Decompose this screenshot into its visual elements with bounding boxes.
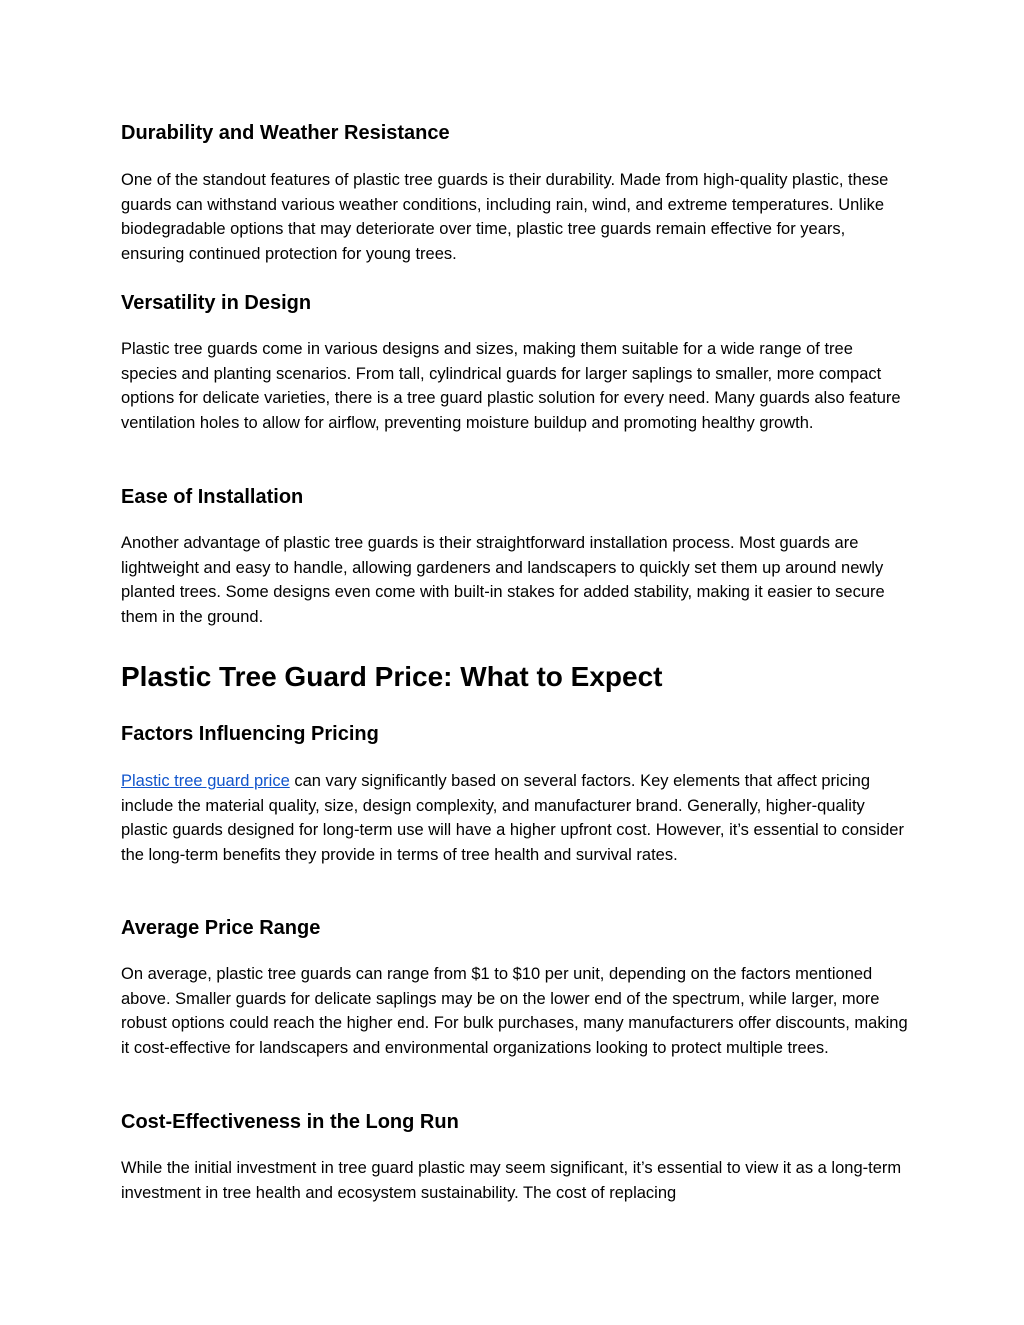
heading-average-price: Average Price Range (121, 917, 321, 939)
heading-cost-effectiveness: Cost-Effectiveness in the Long Run (121, 1111, 459, 1133)
main-heading-price: Plastic Tree Guard Price: What to Expect (121, 661, 663, 692)
paragraph-durability: One of the standout features of plastic tree guards is their durability. Made from high-quality plastic, these guards can withstand various weather conditions, including rain, wind, and extreme temperatures. Unlike biodegradable options that may deteriorate over time, plastic tree guards remain effective for years, ensuring continued protection for young trees. (121, 171, 889, 263)
paragraph-factors-text: can vary significantly based on several factors. Key elements that affect pricing include the material quality, size, design complexity, and manufacturer brand. Generally, higher-quality plastic guards designed for long-term use will have a higher upfront cost. However, it’s essential to consider the long-term benefits they provide in terms of tree health and survival rates. (121, 772, 904, 864)
heading-durability: Durability and Weather Resistance (121, 122, 450, 144)
heading-installation: Ease of Installation (121, 486, 304, 508)
paragraph-factors (121, 769, 911, 867)
price-link[interactable]: Plastic tree guard price (121, 772, 290, 790)
heading-versatility: Versatility in Design (121, 292, 312, 314)
paragraph-installation: Another advantage of plastic tree guards is their straightforward installation process. Most guards are lightweight and easy to handle, allowing gardeners and landscapers to quickly set them up around newly planted trees. Some designs even come with built-in stakes for added stability, making it easier to secure them in the ground. (121, 534, 885, 626)
heading-factors: Factors Influencing Pricing (121, 723, 379, 745)
paragraph-cost-effectiveness: While the initial investment in tree guard plastic may seem significant, it’s essential to view it as a long-term investment in tree health and ecosystem sustainability. The cost of replacing (121, 1159, 902, 1202)
paragraph-average-price: On average, plastic tree guards can range from $1 to $10 per unit, depending on the factors mentioned above. Smaller guards for delicate saplings may be on the lower end of the spectrum, while larger, more robust options could reach the higher end. For bulk purchases, many manufacturers offer discounts, making it cost-effective for landscapers and environmental organizations looking to protect multiple trees. (121, 965, 908, 1057)
paragraph-versatility: Plastic tree guards come in various designs and sizes, making them suitable for a wide range of tree species and planting scenarios. From tall, cylindrical guards for larger saplings to smaller, more compact options for delicate varieties, there is a tree guard plastic solution for every need. Many guards also feature ventilation holes to allow for airflow, preventing moisture buildup and promoting healthy growth. (121, 340, 901, 432)
